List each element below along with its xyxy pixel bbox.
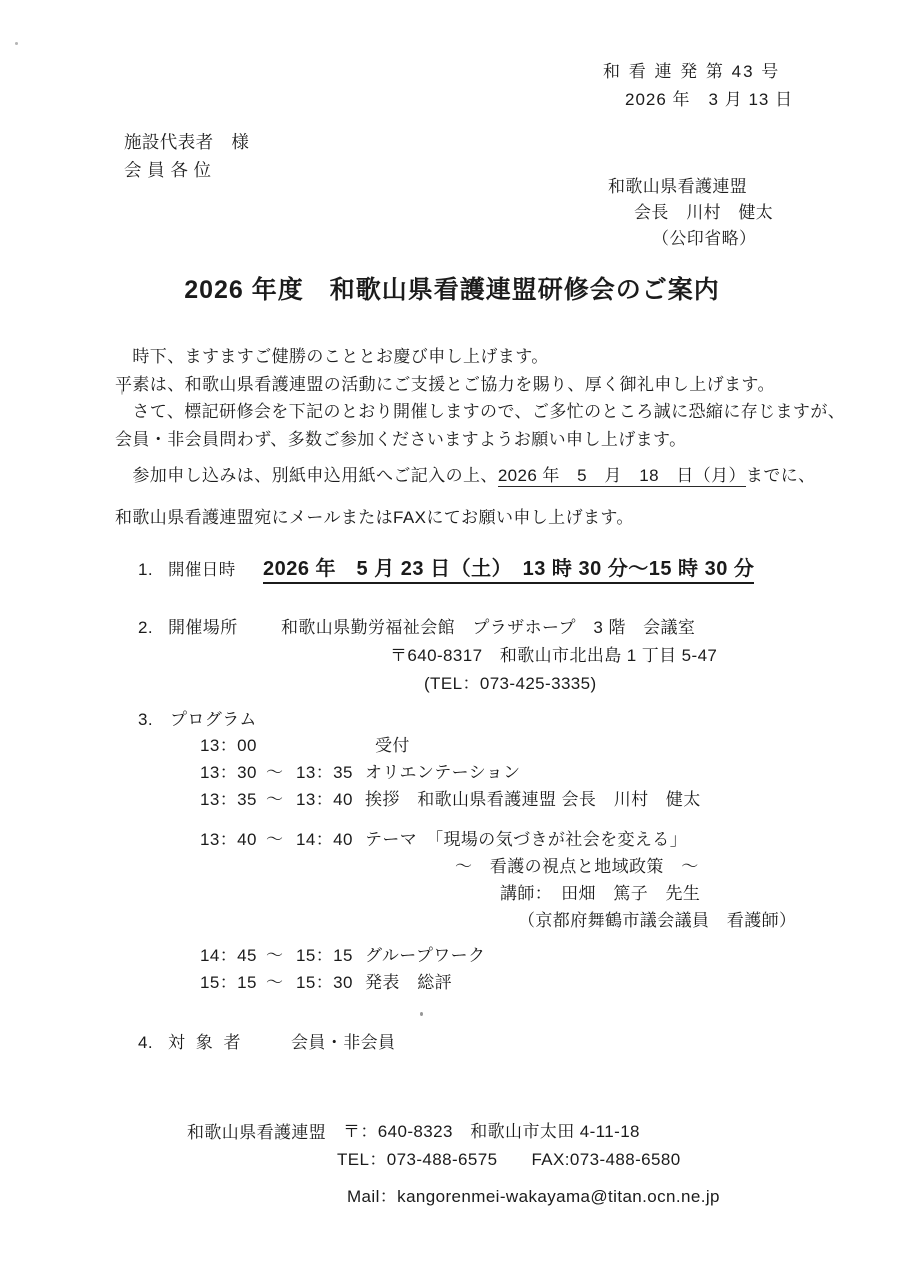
time-separator: ～ xyxy=(266,763,284,782)
program-desc: 挨拶 和歌山県看護連盟 会長 川村 健太 xyxy=(365,790,701,809)
sender-seal-note: （公印省略） xyxy=(652,229,757,248)
application-line2: 和歌山県看護連盟宛にメールまたはFAXにてお願い申し上げます。 xyxy=(115,508,634,527)
application-lead: 参加申し込みは、別紙申込用紙へご記入の上、 xyxy=(115,466,498,485)
program-row xyxy=(200,942,796,969)
time-end: 13：35 xyxy=(296,763,353,782)
recipient-members: 会 員 各 位 xyxy=(124,160,212,180)
time-start: 13：00 xyxy=(200,736,257,755)
time-start: 13：30 xyxy=(200,763,257,782)
application-tail: までに、 xyxy=(745,466,816,485)
event-datetime-value: 2026 年 5 月 23 日（土） 13 時 30 分～15 時 30 分 xyxy=(263,558,754,584)
scan-artifact xyxy=(420,1012,423,1016)
application-deadline: 2026 年 5 月 18 日（月） xyxy=(497,466,746,485)
program-desc: グループワーク xyxy=(365,946,486,965)
audience-value: 会員・非会員 xyxy=(291,1033,396,1052)
venue-name: 和歌山県勤労福祉会館 プラザホープ 3 階 会議室 xyxy=(281,618,696,637)
doc-date: 2026 年 3 月 13 日 xyxy=(625,90,794,109)
time-separator xyxy=(266,732,296,759)
doc-number: 和 看 連 発 第 43 号 xyxy=(603,62,781,81)
item-number: 4. xyxy=(138,1033,153,1052)
footer-org: 和歌山県看護連盟 xyxy=(187,1123,327,1142)
program-desc: テーマ 「現場の気づきが社会を変える」 xyxy=(365,830,688,849)
footer-mail: Mail：kangorenmei-wakayama@titan.ocn.ne.jp xyxy=(347,1187,720,1206)
sender-block xyxy=(608,174,773,252)
time-separator: ～ xyxy=(266,973,284,992)
time-end: 15：30 xyxy=(296,973,353,992)
greeting-line: さて、標記研修会を下記のとおり開催しますので、ご多忙のところ誠に恐縮に存じますが、 xyxy=(115,402,846,421)
item-label: プログラム xyxy=(170,710,257,729)
greeting-line: 時下、ますますご健勝のこととお慶び申し上げます。 xyxy=(115,347,549,366)
application-line1 xyxy=(115,461,816,486)
application-paragraph xyxy=(115,461,816,528)
page-title: 2026 年度 和歌山県看護連盟研修会のご案内 xyxy=(184,276,720,304)
spacer xyxy=(200,934,796,942)
recipient-block xyxy=(124,128,249,184)
time-end: 15：15 xyxy=(296,946,353,965)
footer-contact-block xyxy=(337,1118,720,1211)
time-separator: ～ xyxy=(266,830,284,849)
program-row xyxy=(200,732,796,759)
program-row xyxy=(200,969,796,996)
time-end: 14：40 xyxy=(296,830,353,849)
footer-fax: FAX:073-488-6580 xyxy=(531,1150,681,1169)
time-end: 13：40 xyxy=(296,790,353,809)
greeting-paragraph xyxy=(115,343,845,453)
item-label: 対 象 者 xyxy=(168,1033,244,1052)
program-desc: 受付 xyxy=(375,736,410,755)
time-separator: ～ xyxy=(266,946,284,965)
lecturer-name: 講師： 田畑 篤子 先生 xyxy=(500,884,701,903)
item-number: 1. xyxy=(138,560,153,579)
recipient-facility: 施設代表者 様 xyxy=(124,132,250,152)
time-end xyxy=(296,732,365,759)
greeting-line: 会員・非会員問わず、多数ご参加くださいますようお願い申し上げます。 xyxy=(115,429,687,449)
time-start: 14：45 xyxy=(200,946,257,965)
item-number: 3. xyxy=(138,710,153,729)
doc-number-block xyxy=(603,58,793,114)
item-label: 開催日時 xyxy=(168,561,236,579)
spacer xyxy=(200,813,796,826)
venue-tel: (TEL：073-425-3335) xyxy=(424,674,597,693)
item-venue xyxy=(138,614,717,698)
program-desc: 発表 総評 xyxy=(365,973,452,992)
scan-artifact xyxy=(121,389,123,395)
lecturer-title: （京都府舞鶴市議会議員 看護師） xyxy=(518,911,797,930)
greeting-line: 平素は、和歌山県看護連盟の活動にご支援とご協力を賜り、厚く御礼申し上げます。 xyxy=(115,374,775,394)
item-number: 2. xyxy=(138,618,153,637)
sender-org: 和歌山県看護連盟 xyxy=(608,177,748,196)
time-start: 15：15 xyxy=(200,973,257,992)
theme-subtitle: ～ 看護の視点と地域政策 ～ xyxy=(455,857,699,876)
program-row xyxy=(200,759,796,786)
time-start: 13：35 xyxy=(200,790,257,809)
item-label: 開催場所 xyxy=(168,618,238,637)
sender-president: 会長 川村 健太 xyxy=(634,203,774,222)
item-datetime xyxy=(138,552,754,581)
item-audience xyxy=(138,1028,395,1053)
program-schedule xyxy=(200,732,796,996)
scan-artifact xyxy=(15,42,18,45)
footer-tel: TEL：073-488-6575 xyxy=(337,1150,498,1169)
footer-postal-address: 〒：640-8323 和歌山市太田 4-11-18 xyxy=(343,1122,640,1141)
item-program xyxy=(138,705,257,730)
program-desc: オリエンテーション xyxy=(365,763,521,782)
time-separator: ～ xyxy=(266,790,284,809)
venue-address: 〒640-8317 和歌山市北出島 1 丁目 5-47 xyxy=(390,646,718,665)
program-row-theme xyxy=(200,826,796,853)
time-start: 13：40 xyxy=(200,830,257,849)
program-row xyxy=(200,786,796,813)
footer-tel-fax xyxy=(337,1146,720,1174)
